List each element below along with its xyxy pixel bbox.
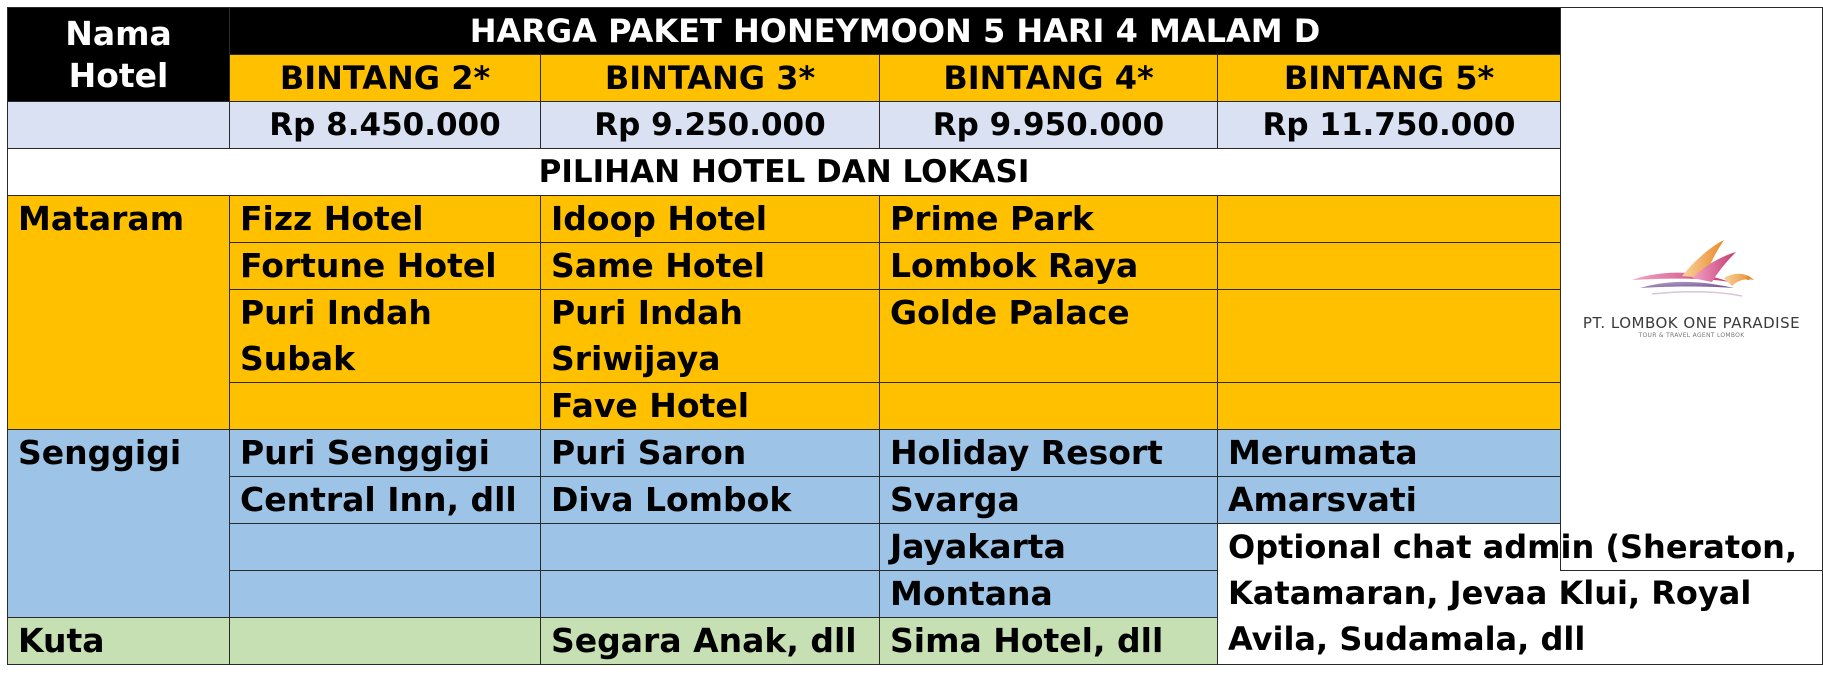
- hotel-cell: [880, 383, 1218, 430]
- star-4-header: BINTANG 4*: [880, 55, 1218, 102]
- hotel-cell: [230, 383, 541, 430]
- hotel-cell: Puri Indah Subak: [230, 290, 541, 383]
- logo-cell: [1561, 8, 1823, 571]
- price-star-3: Rp 9.250.000: [541, 102, 880, 149]
- hotel-cell: Same Hotel: [541, 243, 880, 290]
- hotel-cell: Jayakarta: [880, 524, 1218, 571]
- hotel-cell: Fave Hotel: [541, 383, 880, 430]
- hotel-cell: [230, 524, 541, 571]
- price-star-5: Rp 11.750.000: [1218, 102, 1561, 149]
- price-star-4: Rp 9.950.000: [880, 102, 1218, 149]
- hotel-cell: Svarga: [880, 477, 1218, 524]
- hotel-cell: Puri Saron: [541, 430, 880, 477]
- hotel-cell: Segara Anak, dll: [541, 618, 880, 665]
- optional-hotels-note: Optional chat admin (Sheraton, Katamaran, Jevaa Klui, Royal Avila, Sudamala, dll: [1218, 524, 1823, 665]
- hotel-cell: [230, 618, 541, 665]
- package-title: HARGA PAKET HONEYMOON 5 HARI 4 MALAM D: [230, 8, 1561, 55]
- star-3-header: BINTANG 3*: [541, 55, 880, 102]
- brand-tagline: TOUR & TRAVEL AGENT LOMBOK: [1638, 332, 1745, 339]
- hotel-cell: [1218, 383, 1561, 430]
- hotel-cell: Diva Lombok: [541, 477, 880, 524]
- hotel-cell: Puri Senggigi: [230, 430, 541, 477]
- price-table: [7, 7, 1823, 665]
- star-5-header: BINTANG 5*: [1218, 55, 1561, 102]
- hotel-cell: Golde Palace: [880, 290, 1218, 383]
- hotel-cell: Fizz Hotel: [230, 196, 541, 243]
- hotel-cell: Montana: [880, 571, 1218, 618]
- hotel-cell: [1218, 243, 1561, 290]
- hotel-cell: Lombok Raya: [880, 243, 1218, 290]
- hotel-cell: Prime Park: [880, 196, 1218, 243]
- company-logo: [1561, 238, 1822, 340]
- hotel-cell: [1218, 196, 1561, 243]
- hotel-cell: Sima Hotel, dll: [880, 618, 1218, 665]
- star-2-header: BINTANG 2*: [230, 55, 541, 102]
- bird-logo-icon: [1612, 238, 1772, 310]
- brand-name: PT. LOMBOK ONE PARADISE: [1582, 314, 1801, 332]
- hotel-cell: [230, 571, 541, 618]
- hotel-cell: Fortune Hotel: [230, 243, 541, 290]
- hotel-cell: [541, 571, 880, 618]
- hotel-cell: [541, 524, 880, 571]
- hotel-cell: Merumata: [1218, 430, 1561, 477]
- hotel-location-subheader: PILIHAN HOTEL DAN LOKASI: [8, 149, 1561, 196]
- hotel-cell: Amarsvati: [1218, 477, 1561, 524]
- price-label-cell: [8, 102, 230, 149]
- hotel-cell: Central Inn, dll: [230, 477, 541, 524]
- hotel-cell: Holiday Resort: [880, 430, 1218, 477]
- hotel-cell: [1218, 290, 1561, 383]
- hotel-cell: Puri Indah Sriwijaya: [541, 290, 880, 383]
- location-senggigi: Senggigi: [8, 430, 230, 618]
- location-mataram: Mataram: [8, 196, 230, 430]
- location-kuta: Kuta: [8, 618, 230, 665]
- nama-hotel-header: Nama Hotel: [8, 8, 230, 102]
- price-star-2: Rp 8.450.000: [230, 102, 541, 149]
- hotel-cell: Idoop Hotel: [541, 196, 880, 243]
